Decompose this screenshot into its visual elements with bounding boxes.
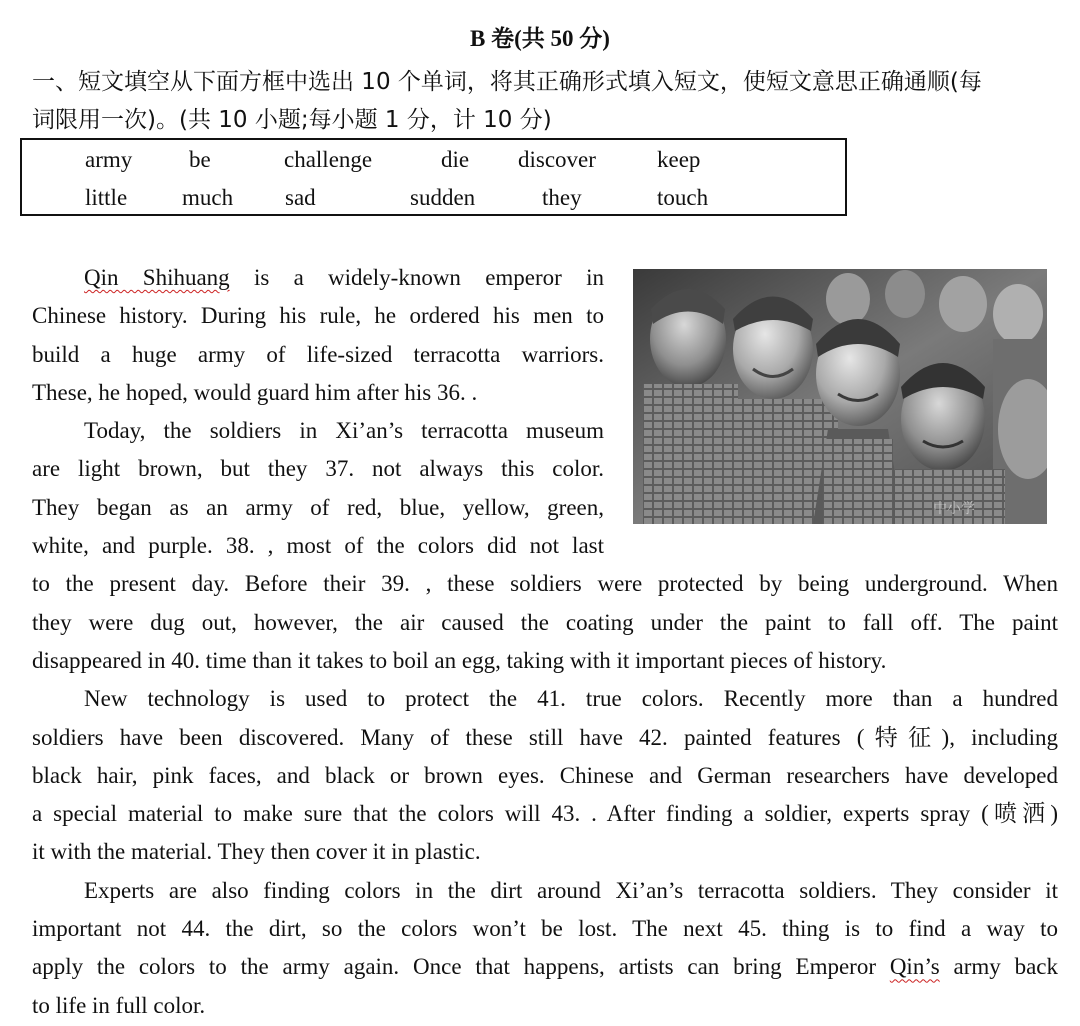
section-title: B 卷(共 50 分) <box>470 26 610 51</box>
instruction-line-2: 词限用一次)。(共 10 小题;每小题 1 分，计 10 分) <box>32 107 552 133</box>
emperor-name: Qin Shihuang <box>84 265 230 290</box>
word-bank-item: sad <box>285 185 316 210</box>
word-bank-item: army <box>85 147 133 172</box>
passage-line: Chinese history. During his rule, he ordered his men to <box>32 303 604 329</box>
passage-line: They began as an army of red, blue, yellow, green, <box>32 494 604 520</box>
passage-line: black hair, pink faces, and black or brown eyes. Chinese and German researchers have developed <box>32 762 1058 788</box>
word-bank-item: sudden <box>410 185 476 210</box>
photo-watermark: 中小学 <box>933 501 975 517</box>
passage <box>32 259 1058 1025</box>
passage-line: white, and purple. 38. , most of the colors did not last <box>32 533 604 559</box>
word-bank-item: touch <box>657 185 709 210</box>
passage-line: Qin Shihuang is a widely-known emperor in <box>84 265 604 290</box>
passage-line: New technology is used to protect the 41. true colors. Recently more than a hundred <box>84 686 1058 712</box>
instruction-line-1: 一、短文填空从下面方框中选出 10 个单词，将其正确形式填入短文，使短文意思正确通顺(每 <box>32 69 982 95</box>
passage-line: Experts are also finding colors in the dirt around Xi’an’s terracotta soldiers. They consider it <box>84 877 1058 903</box>
passage-line: they were dug out, however, the air caused the coating under the paint to fall off. The paint <box>32 609 1058 635</box>
passage-line: it with the material. They then cover it in plastic. <box>32 839 481 865</box>
passage-line: are light brown, but they 37. not always this color. <box>32 456 604 482</box>
passage-line: apply the colors to the army again. Once that happens, artists can bring Emperor Qin’s army back <box>32 954 1058 980</box>
word-bank-item: much <box>182 185 234 210</box>
word-bank-item: die <box>441 147 470 172</box>
passage-line: These, he hoped, would guard him after his 36. . <box>32 379 478 405</box>
word-bank-item: keep <box>657 147 701 172</box>
passage-line: to life in full color. <box>32 992 206 1018</box>
emperor-name: Qin’s <box>889 954 940 980</box>
instruction-text <box>32 63 1062 139</box>
passage-line: build a huge army of life-sized terracotta warriors. <box>32 341 604 367</box>
passage-line: disappeared in 40. time than it takes to boil an egg, taking with it important pieces of history. <box>32 647 887 673</box>
word-bank-item: discover <box>518 147 596 172</box>
word-bank-item: be <box>189 147 211 172</box>
passage-line: a special material to make sure that the colors will 43. . After finding a soldier, experts spray (喷洒) <box>32 801 1058 827</box>
word-bank-item: little <box>85 185 128 210</box>
passage-line: Today, the soldiers in Xi’an’s terracotta museum <box>84 418 604 444</box>
passage-line: soldiers have been discovered. Many of these still have 42. painted features (特征), including <box>32 724 1058 750</box>
passage-line: to the present day. Before their 39. , these soldiers were protected by being underground. When <box>32 571 1058 597</box>
word-bank-item: they <box>542 185 582 210</box>
word-bank-item: challenge <box>284 147 373 172</box>
passage-line: important not 44. the dirt, so the colors won’t be lost. The next 45. thing is to find a way to <box>32 916 1058 942</box>
word-bank-box <box>20 138 847 216</box>
